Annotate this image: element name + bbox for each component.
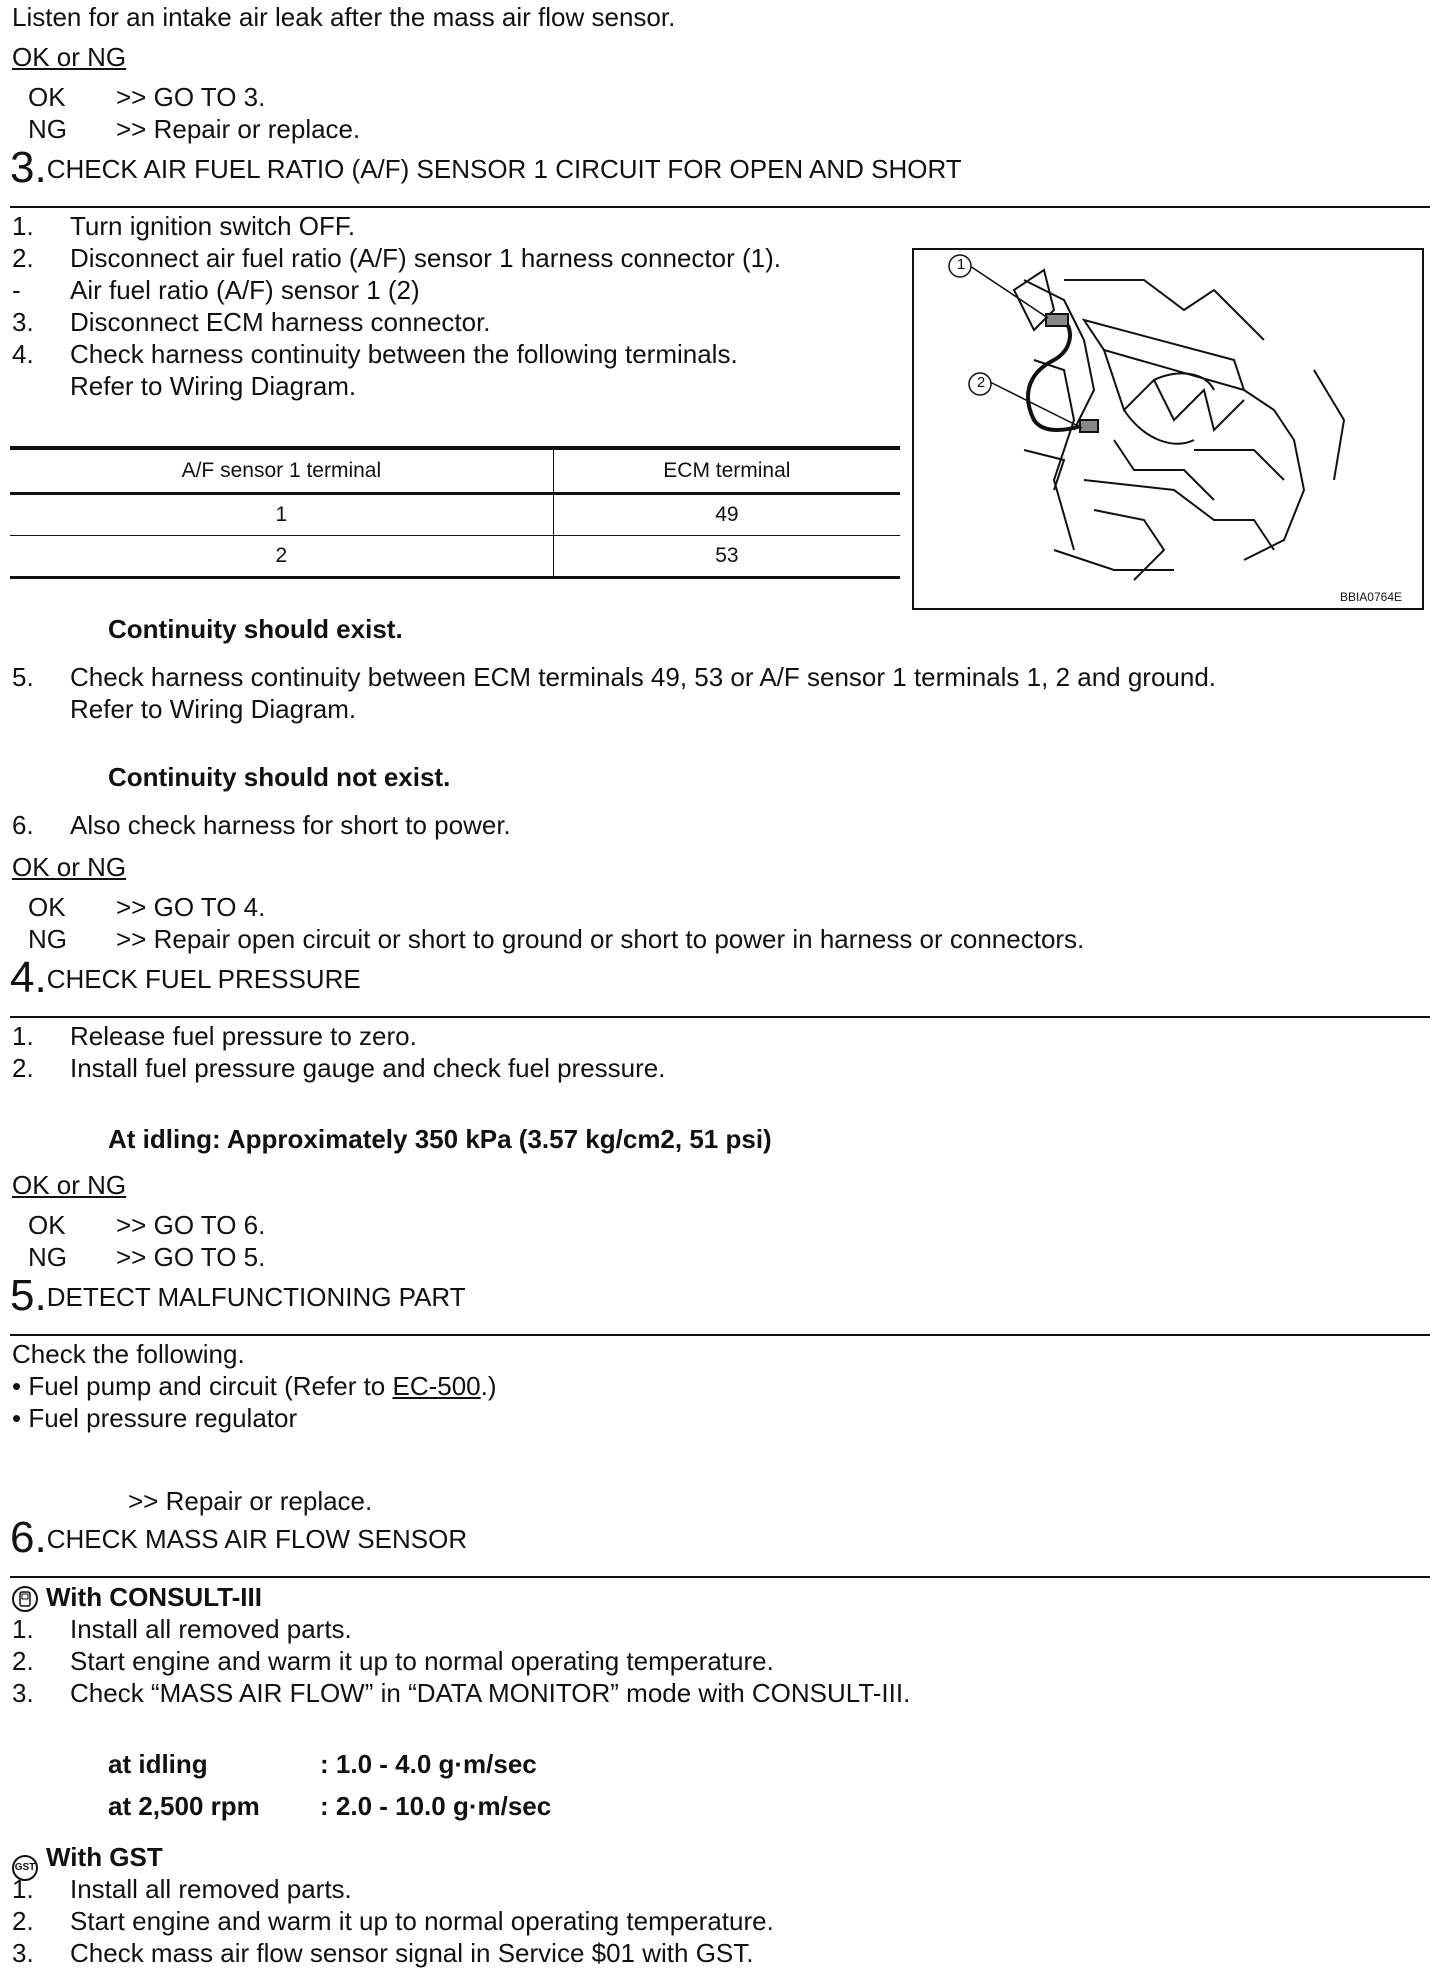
- step3-title-text: CHECK AIR FUEL RATIO (A/F) SENSOR 1 CIRCUIT FOR OPEN AND SHORT: [46, 154, 962, 184]
- step4-item: [12, 1053, 665, 1083]
- ng-row: [12, 114, 360, 144]
- item-text: Install fuel pressure gauge and check fuel pressure.: [70, 1053, 666, 1083]
- engine-figure: [912, 248, 1424, 610]
- step3-item: [12, 371, 356, 401]
- step5-action: >> Repair or replace.: [128, 1486, 373, 1516]
- item-number: 5.: [12, 662, 34, 692]
- gst-item: [12, 1874, 352, 1904]
- item-number: 4.: [12, 339, 34, 369]
- step6-number: 6.: [10, 1513, 47, 1562]
- ok-value: >> GO TO 3.: [116, 82, 266, 112]
- ok-value: >> GO TO 4.: [116, 892, 266, 922]
- step5-intro: Check the following.: [12, 1339, 245, 1369]
- gst-icon: GST: [12, 1855, 38, 1881]
- consult-heading: [12, 1582, 262, 1612]
- step4-item: [12, 1021, 417, 1051]
- ng-row: [12, 1242, 265, 1272]
- item-number: 1.: [12, 1614, 34, 1644]
- terminal-table: [10, 446, 900, 579]
- table-cell: 2: [10, 536, 553, 578]
- table-row: [10, 536, 900, 578]
- spec-label: at idling: [108, 1749, 208, 1779]
- item-number: 1.: [12, 211, 34, 241]
- ng-value: >> GO TO 5.: [116, 1242, 266, 1272]
- table-header: ECM terminal: [553, 448, 900, 494]
- step3-item: [12, 339, 738, 369]
- ok-row: [12, 82, 265, 112]
- item-number: -: [12, 275, 21, 305]
- item-number: 3.: [12, 1938, 34, 1968]
- item-number: 1.: [12, 1874, 34, 1904]
- step4-title: [10, 953, 361, 1002]
- ng-key: NG: [28, 114, 67, 144]
- step6-title-text: CHECK MASS AIR FLOW SENSOR: [46, 1524, 468, 1554]
- okng-label: OK or NG: [12, 42, 127, 72]
- item-text: Check “MASS AIR FLOW” in “DATA MONITOR” mode with CONSULT-III.: [70, 1678, 911, 1708]
- step5-title-text: DETECT MALFUNCTIONING PART: [46, 1282, 466, 1312]
- bullet-text-end: .): [480, 1371, 497, 1401]
- item-text: Refer to Wiring Diagram.: [70, 371, 357, 401]
- ok-row: [12, 1210, 265, 1240]
- item-number: 2.: [12, 1053, 34, 1083]
- item-number: 3.: [12, 1678, 34, 1708]
- item-text: Disconnect air fuel ratio (A/F) sensor 1 harness connector (1).: [70, 243, 781, 273]
- step3-item: [12, 211, 355, 241]
- callout-2: 2: [976, 374, 986, 391]
- ng-value: >> Repair or replace.: [116, 114, 361, 144]
- item-text: Release fuel pressure to zero.: [70, 1021, 417, 1051]
- step4-title-text: CHECK FUEL PRESSURE: [46, 964, 361, 994]
- item-text: Check harness continuity between ECM terminals 49, 53 or A/F sensor 1 terminals 1, 2 and ground.: [70, 662, 1217, 692]
- item-text: Air fuel ratio (A/F) sensor 1 (2): [70, 275, 420, 305]
- consult-item: [12, 1614, 352, 1644]
- table-cell: 1: [10, 494, 553, 536]
- item-number: 6.: [12, 810, 34, 840]
- step3-rule: [10, 206, 1430, 208]
- step3-item: [12, 810, 511, 840]
- item-text: Install all removed parts.: [70, 1874, 352, 1904]
- consult-item: [12, 1646, 774, 1676]
- step3-title: [10, 143, 962, 192]
- ok-key: OK: [28, 82, 66, 112]
- step5-number: 5.: [10, 1271, 47, 1320]
- table-cell: 49: [553, 494, 900, 536]
- callout-1: 1: [956, 256, 966, 273]
- step5-title: [10, 1271, 466, 1320]
- bullet-dot: •: [12, 1403, 29, 1433]
- ng-key: NG: [28, 1242, 67, 1272]
- table-row: [10, 494, 900, 536]
- item-text: Start engine and warm it up to normal operating temperature.: [70, 1906, 774, 1936]
- item-number: 3.: [12, 307, 34, 337]
- bullet-item: [12, 1403, 297, 1433]
- table-cell: 53: [553, 536, 900, 578]
- item-text: Turn ignition switch OFF.: [70, 211, 356, 241]
- gst-item: [12, 1938, 754, 1968]
- item-number: 2.: [12, 1906, 34, 1936]
- spec-row: [108, 1748, 537, 1780]
- item-number: 2.: [12, 1646, 34, 1676]
- ng-row: [12, 924, 1084, 954]
- step3-item: [12, 243, 781, 273]
- okng-label: OK or NG: [12, 852, 127, 882]
- spec-continuity-exist: Continuity should exist.: [108, 614, 403, 644]
- item-text: Check mass air flow sensor signal in Service $01 with GST.: [70, 1938, 754, 1968]
- ng-value: >> Repair open circuit or short to ground or short to power in harness or connectors.: [116, 924, 1085, 954]
- step4-number: 4.: [10, 953, 47, 1002]
- step5-rule: [10, 1334, 1430, 1336]
- step3-item: [12, 275, 420, 305]
- step6-title: [10, 1513, 468, 1562]
- item-text: Install all removed parts.: [70, 1614, 352, 1644]
- step4-rule: [10, 1016, 1430, 1018]
- step3-item-cont: Refer to Wiring Diagram.: [70, 694, 357, 724]
- spec-label: at 2,500 rpm: [108, 1791, 260, 1821]
- spec-value: : 1.0 - 4.0 g·m/sec: [320, 1749, 537, 1779]
- item-text: Disconnect ECM harness connector.: [70, 307, 491, 337]
- item-text: Check harness continuity between the following terminals.: [70, 339, 738, 369]
- gst-item: [12, 1906, 774, 1936]
- step6-rule: [10, 1576, 1430, 1578]
- item-number: 2.: [12, 243, 34, 273]
- intro-text: Listen for an intake air leak after the mass air flow sensor.: [12, 2, 676, 32]
- item-number: 1.: [12, 1021, 34, 1051]
- spec-row: [108, 1790, 551, 1822]
- ok-key: OK: [28, 892, 66, 922]
- okng-label: OK or NG: [12, 1170, 127, 1200]
- step3-number: 3.: [10, 143, 47, 192]
- spec-fuel-pressure: At idling: Approximately 350 kPa (3.57 kg/cm2, 51 psi): [108, 1124, 772, 1154]
- figure-code: BBIA0764E: [1339, 590, 1402, 604]
- bullet-item: [12, 1371, 497, 1401]
- bullet-dot: •: [12, 1371, 29, 1401]
- spec-continuity-not-exist: Continuity should not exist.: [108, 762, 451, 792]
- item-text: Also check harness for short to power.: [70, 810, 511, 840]
- item-text: Start engine and warm it up to normal operating temperature.: [70, 1646, 774, 1676]
- consult-heading-text: With CONSULT-III: [46, 1582, 262, 1612]
- consult-item: [12, 1678, 910, 1708]
- consult-icon: [12, 1586, 38, 1612]
- ng-key: NG: [28, 924, 67, 954]
- spec-value: : 2.0 - 10.0 g·m/sec: [320, 1791, 552, 1821]
- bullet-text: Fuel pump and circuit (Refer to: [28, 1371, 393, 1401]
- gst-heading-text: With GST: [46, 1842, 163, 1872]
- bullet-text: Fuel pressure regulator: [28, 1403, 298, 1433]
- ok-key: OK: [28, 1210, 66, 1240]
- engine-illustration: [914, 250, 1422, 608]
- ok-value: >> GO TO 6.: [116, 1210, 266, 1240]
- table-header: A/F sensor 1 terminal: [10, 448, 553, 494]
- step3-item: [12, 307, 491, 337]
- ok-row: [12, 892, 265, 922]
- step3-item: [12, 662, 1216, 692]
- ec-500-link[interactable]: EC-500: [392, 1371, 481, 1401]
